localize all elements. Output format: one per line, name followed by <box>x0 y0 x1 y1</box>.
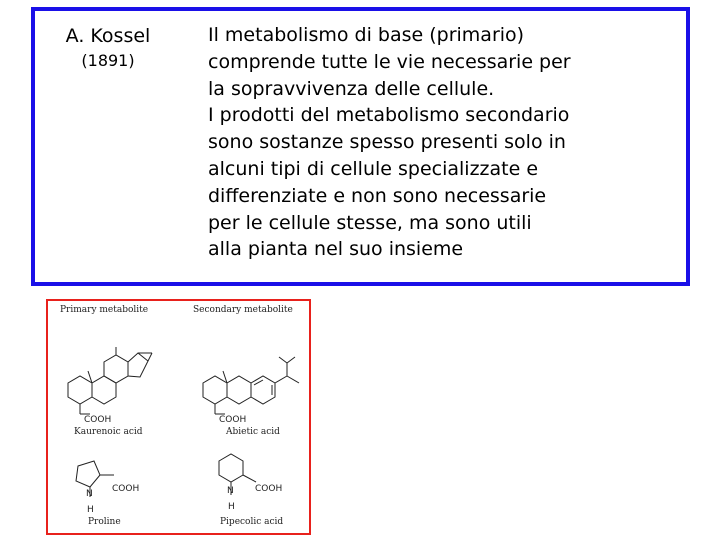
kaurenoic-cooh-label: COOH <box>84 415 112 425</box>
pipecolic-acid-label: Pipecolic acid <box>220 517 284 527</box>
author-block <box>52 24 164 72</box>
pipecolic-n-label: N <box>227 486 234 496</box>
kaurenoic-acid-structure <box>68 347 152 414</box>
author-name: A. Kossel <box>65 25 151 47</box>
pipecolic-h-label: H <box>228 502 235 512</box>
author-year: (1891) <box>81 51 135 70</box>
abietic-cooh-label: COOH <box>219 415 247 425</box>
primary-metabolite-header: Primary metabolite <box>60 305 149 315</box>
proline-n-label: N <box>86 489 93 499</box>
pipecolic-acid-structure <box>219 454 256 495</box>
structures-drawing <box>48 301 309 533</box>
proline-structure <box>76 461 114 497</box>
pipecolic-cooh-label: COOH <box>255 484 283 494</box>
proline-cooh-label: COOH <box>112 484 140 494</box>
proline-h-label: H <box>87 505 94 515</box>
secondary-metabolite-header: Secondary metabolite <box>193 305 293 315</box>
kaurenoic-acid-label: Kaurenoic acid <box>74 427 143 437</box>
definition-text: Il metabolismo di base (primario) comprende tutte le vie necessarie per la sopravvivenza delle cellule. I prodotti del metabolismo secondario sono sostanze spesso presenti solo in alcuni tipi di cellule specializzate e differenziate e non sono necessarie per le cellule stesse, ma sono utili alla pianta nel suo insieme <box>208 24 571 261</box>
proline-label: Proline <box>88 517 121 527</box>
metabolite-figure <box>46 299 311 535</box>
abietic-acid-structure <box>203 357 299 414</box>
abietic-acid-label: Abietic acid <box>226 427 280 437</box>
